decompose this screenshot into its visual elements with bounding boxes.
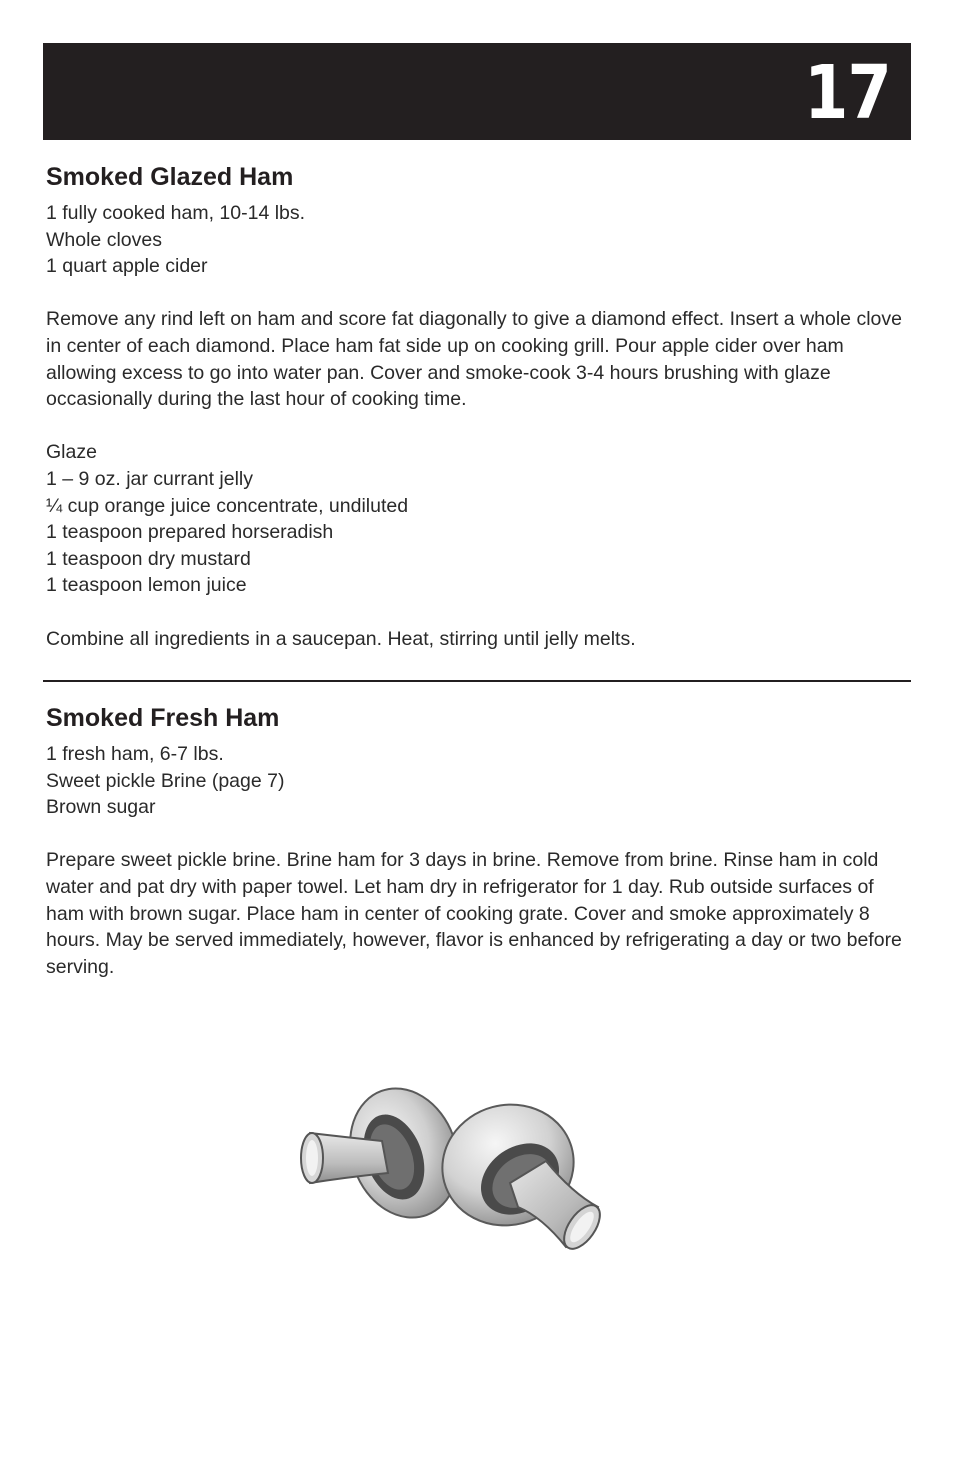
recipe-instructions: Prepare sweet pickle brine. Brine ham for 3 days in brine. Remove from brine. Rinse ham in cold water and pat dry with paper towel. Let ham dry in refrigerator for 1 day. Rub outside surfaces of ham with brown sugar. Place ham in center of cooking grate. Cover and smoke approximately 8 hours. May be served immediately, however, flavor is enhanced by refrigerating a day or two before serving. — [46, 849, 902, 978]
page-header-bar — [43, 43, 911, 140]
ingredient-item: Sweet pickle Brine (page 7) — [46, 769, 285, 792]
glaze-ingredient-item: ¼ cup orange juice concentrate, undiluted — [46, 494, 409, 517]
ingredient-list — [46, 741, 910, 821]
glaze-instructions: Combine all ingredients in a saucepan. Heat, stirring until jelly melts. — [46, 627, 636, 650]
ingredient-item: 1 quart apple cider — [46, 255, 208, 278]
page-number: 17 — [804, 50, 891, 136]
ingredient-item: 1 fresh ham, 6-7 lbs. — [46, 743, 224, 765]
ingredient-item: Brown sugar — [46, 796, 156, 819]
recipe-smoked-glazed-ham — [46, 160, 910, 652]
section-divider — [43, 680, 911, 682]
glaze-ingredient-item: 1 teaspoon lemon juice — [46, 574, 247, 597]
ingredient-list — [46, 200, 910, 280]
recipe-smoked-fresh-ham — [46, 701, 910, 980]
glaze-label: Glaze — [46, 441, 97, 464]
ingredient-item: 1 fully cooked ham, 10-14 lbs. — [46, 202, 306, 224]
ingredient-item: Whole cloves — [46, 228, 162, 251]
glaze-ingredient-item: 1 teaspoon dry mustard — [46, 547, 251, 570]
glaze-ingredient-item: 1 – 9 oz. jar currant jelly — [46, 467, 254, 490]
glaze-ingredient-item: 1 teaspoon prepared horseradish — [46, 521, 334, 544]
recipe-instructions: Remove any rind left on ham and score fat diagonally to give a diamond effect. Insert a whole clove in center of each diamond. Place ham fat side up on cooking grill. Pour apple cider over ham allowing excess to go into water pan. Cover and smoke-cook 3-4 hours brushing with glaze occasionally during the last hour of cooking time. — [46, 308, 902, 411]
recipe-title: Smoked Glazed Ham — [46, 163, 294, 191]
mushrooms-icon — [296, 1075, 606, 1255]
glaze-block — [46, 439, 910, 652]
glaze-ingredient-list — [46, 439, 910, 599]
recipe-title: Smoked Fresh Ham — [46, 704, 280, 732]
